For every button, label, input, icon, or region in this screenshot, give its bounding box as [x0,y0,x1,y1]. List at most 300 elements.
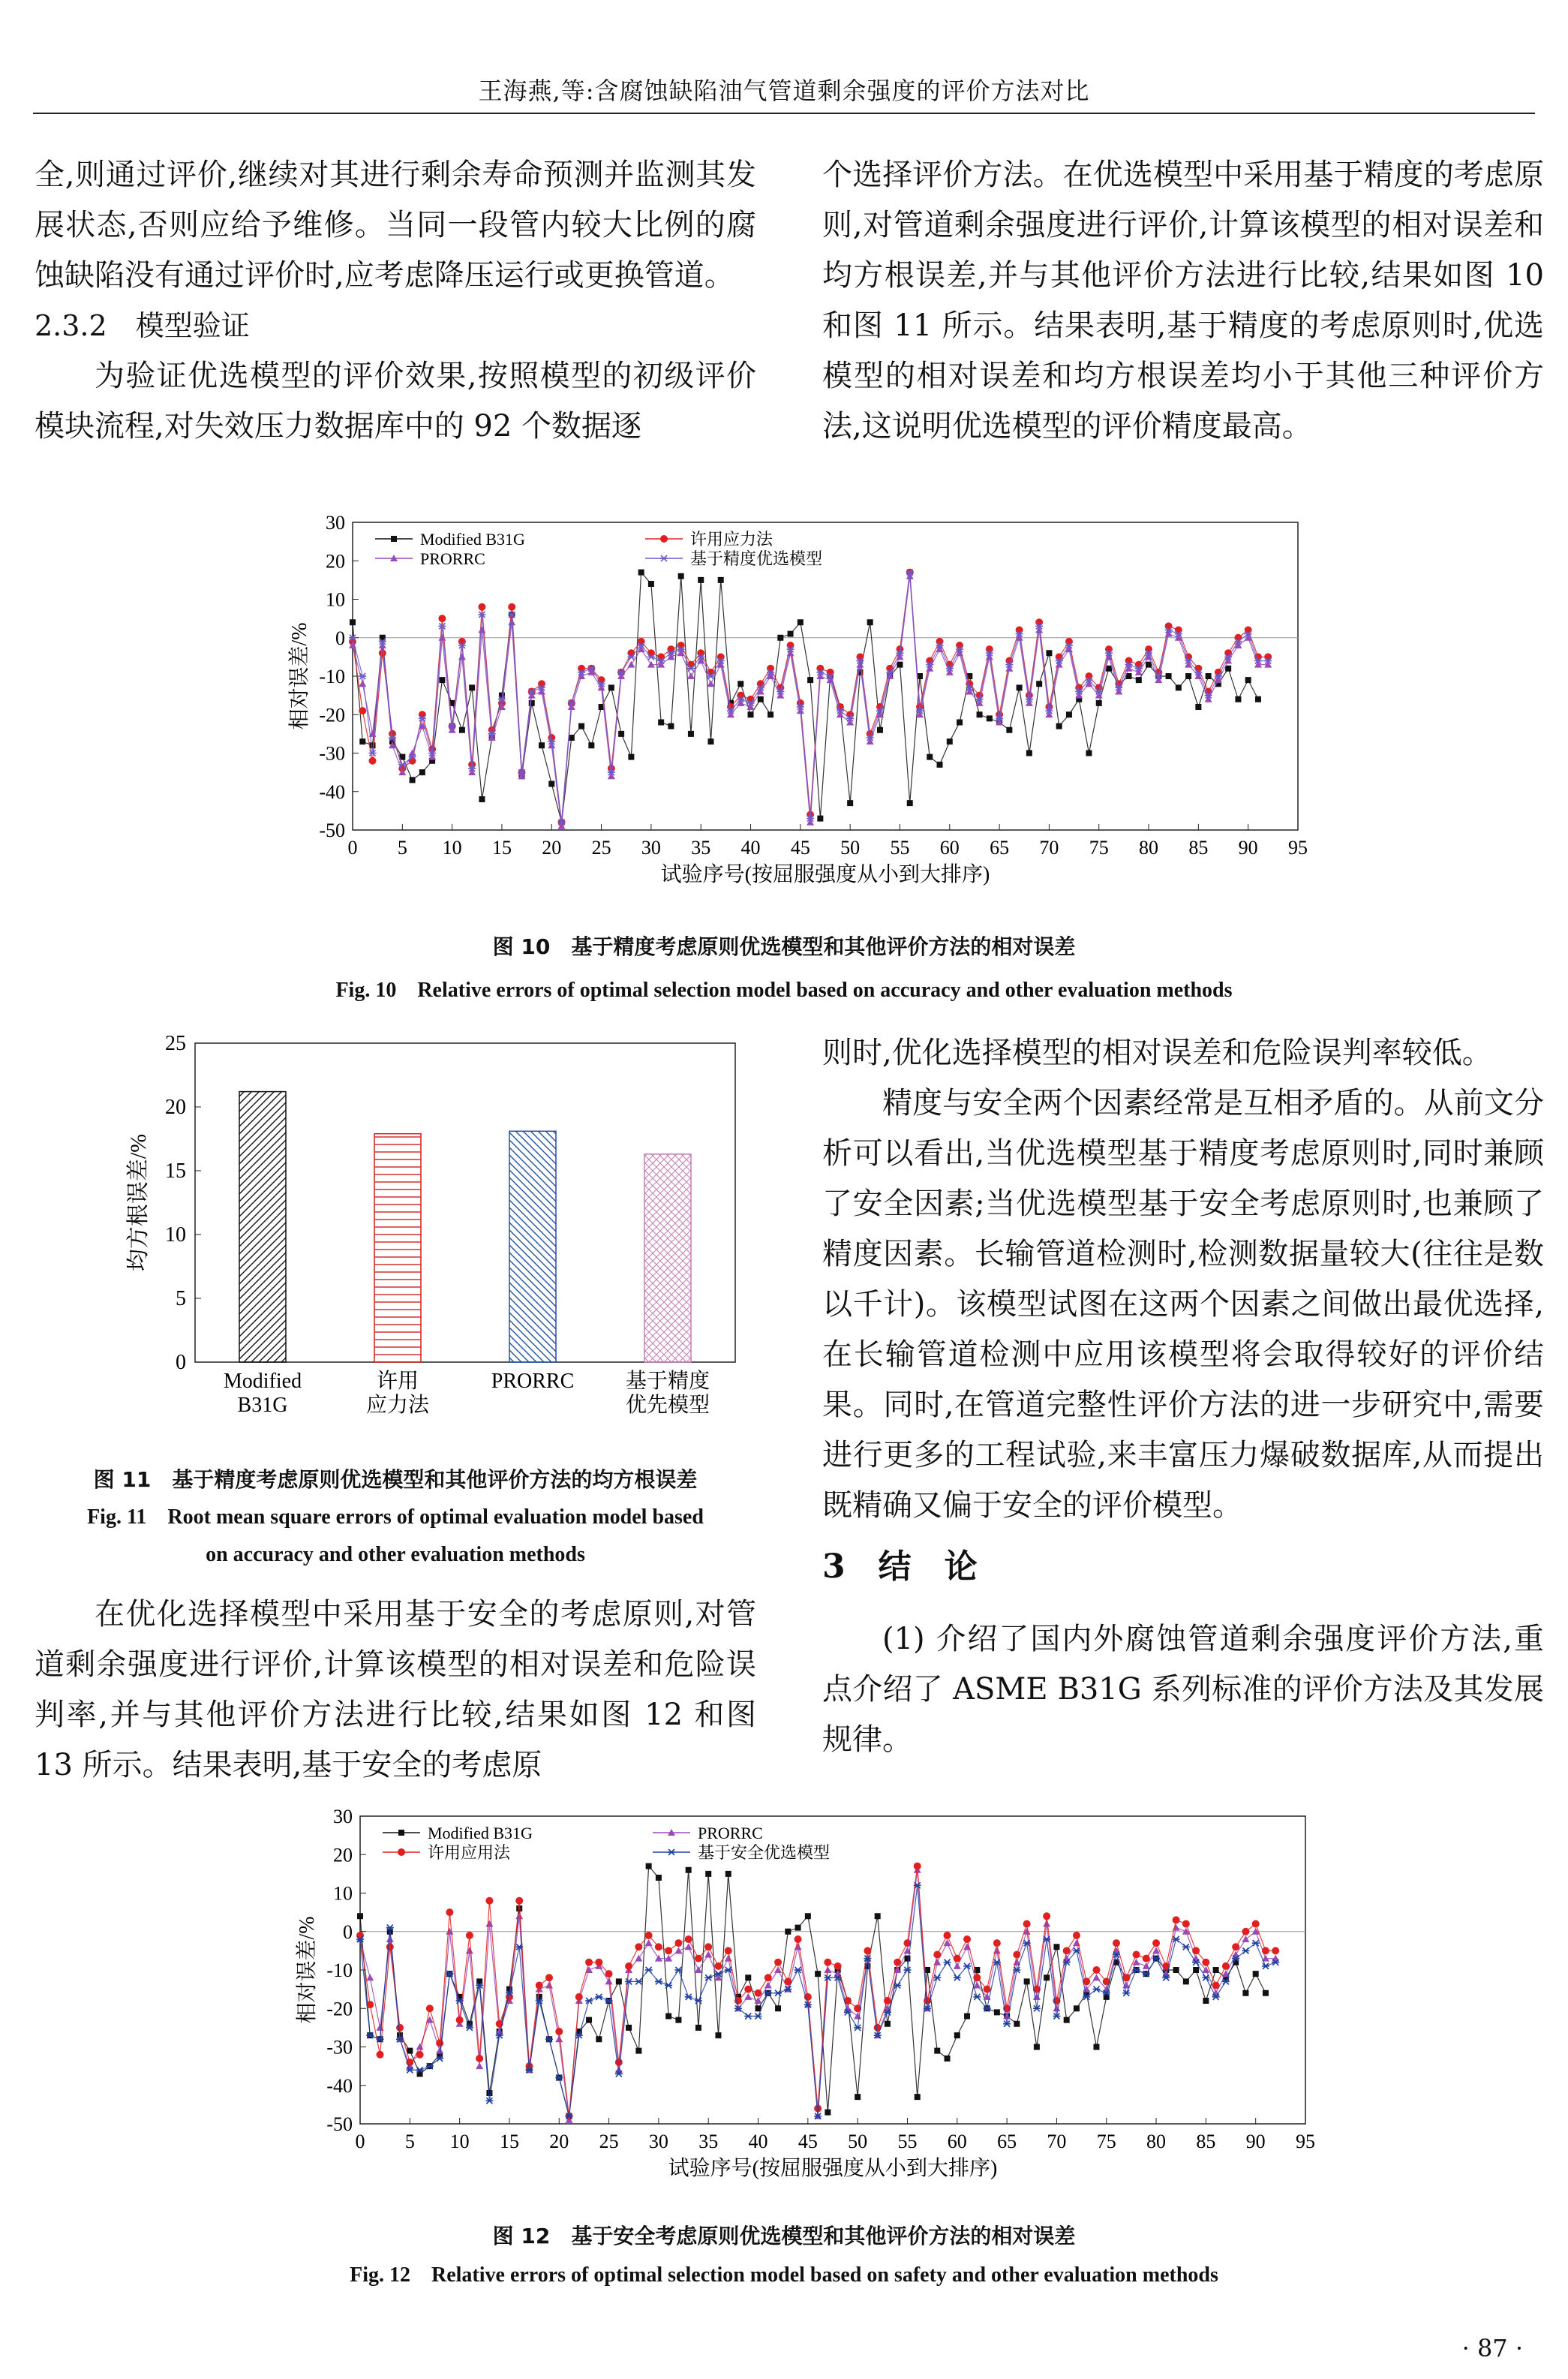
data-point [748,711,754,717]
category-label: B31G [237,1394,288,1417]
x-tick-label: 5 [397,837,407,859]
data-point [539,742,545,748]
data-point [977,711,983,717]
data-point [907,800,913,806]
page-number: · 87 · [1461,2334,1523,2362]
data-point [704,1974,712,1980]
legend-label: Modified B31G [428,1824,533,1842]
data-point [515,1897,523,1905]
data-point [707,680,714,687]
data-point [807,677,813,683]
series-0 [350,570,1261,826]
y-tick-label: 10 [165,1223,186,1247]
data-point [356,1932,364,1939]
data-point [468,768,476,775]
data-point [1026,699,1033,706]
data-point [458,638,466,645]
data-point [994,2009,1000,2015]
data-point [638,638,645,645]
x-tick-label: 50 [848,2131,868,2152]
data-point [774,1959,782,1966]
data-point [767,711,773,717]
x-tick-label: 95 [1288,837,1308,859]
data-point [538,680,545,687]
data-point [1252,1940,1260,1946]
data-point [674,1947,682,1953]
data-point [834,1962,842,1970]
x-tick-label: 65 [997,2131,1017,2152]
data-point [864,1947,871,1954]
data-point [915,2094,921,2100]
x-tick-label: 35 [698,2131,719,2152]
y-tick-label: 20 [326,550,345,573]
x-tick-label: 45 [798,2131,818,2152]
data-point [1092,1974,1100,1980]
data-point [744,1993,752,2000]
data-point [1173,1967,1179,1973]
data-point [479,796,485,802]
data-point [993,1947,1001,1953]
data-point [1013,1951,1020,1959]
x-tick-label: 60 [947,2131,967,2152]
data-point [846,719,854,726]
data-point [1203,1998,1209,2004]
y-tick-label: 30 [326,512,345,534]
data-point [695,1966,702,1973]
data-point [764,1982,772,1989]
paragraph: 精度与安全两个因素经常是互相矛盾的。从前文分析可以看出,当优选模型基于精度考虑原则时,同时兼顾了安全因素;当优选模型基于安全考虑原则时,也兼顾了精度因素。长输管道检测时,检测数据量较大(往往是数以千计)。该模型试图在这两个因素之间做出最优选择,在长输管道检测中应用该模型将会取得较好的评价结果。同时,在管道完整性评价方法的进一步研究中,需要进行更多的工程试验,来丰富压力爆破数据库,从而提出既精确又偏于安全的评价模型。 [822,1086,1544,1523]
y-tick-label: -50 [326,2113,353,2135]
data-point [758,696,764,702]
data-point [745,1974,751,1980]
data-point [458,653,466,660]
data-point [1252,1920,1260,1928]
header-rule [33,113,1535,114]
legend-item [375,549,485,568]
legend-label: PRORRC [420,549,485,568]
x-tick-label: 25 [591,837,611,859]
data-point [1234,634,1242,642]
data-point [894,1983,901,1989]
legend-label: 基于安全优选模型 [698,1843,831,1862]
x-tick-label: 70 [1039,837,1059,859]
data-point [1135,669,1143,675]
data-point [386,1935,394,1942]
data-point [1192,1947,1200,1954]
data-point [1065,638,1073,645]
data-point [714,1962,722,1970]
data-point [536,1982,543,1990]
data-point [1046,650,1052,656]
paragraph: (1) 介绍了国内外腐蚀管道剩余强度评价方法,重点介绍了 ASME B31G 系列标准的评价方法及其发展规律。 [822,1622,1544,1757]
y-tick-label: 20 [333,1844,353,1866]
data-point [855,2094,861,2100]
y-tick-label: -20 [319,704,345,726]
category-label: PRORRC [491,1370,575,1393]
series-3 [349,570,1272,826]
data-point [1074,2005,1080,2011]
data-point [416,2051,424,2059]
data-point [1073,1939,1080,1946]
data-point [595,1959,602,1966]
data-point [555,2028,563,2035]
figure-11-caption-cn: 图 11 基于精度考虑原则优选模型和其他评价方法的均方根误差 [93,1467,698,1492]
data-point [398,1848,405,1856]
series-line [360,1866,1275,2116]
legend-label: 基于精度优选模型 [690,549,823,568]
data-point [957,720,963,726]
data-point [605,1970,613,1977]
data-point [459,727,465,733]
y-tick-label: -30 [319,742,345,765]
data-point [1242,1947,1249,1953]
data-point [608,772,615,779]
data-point [707,738,713,744]
data-point [486,2090,492,2096]
legend-item [645,549,822,568]
data-point [1113,1939,1120,1947]
data-point [937,762,943,768]
data-point [1195,704,1201,710]
data-point [469,684,475,690]
data-point [718,577,724,583]
data-point [1255,696,1261,702]
data-point [785,1929,791,1935]
data-point [655,1978,662,1984]
running-header: 王海燕,等:含腐蚀缺陷油气管道剩余强度的评价方法对比 [478,77,1090,105]
figure-12-caption-cn: 图 12 基于安全考虑原则优选模型和其他评价方法的相对误差 [492,2224,1076,2248]
data-point [548,781,554,787]
data-point [1152,1939,1160,1947]
data-point [737,681,743,687]
data-point [816,665,824,672]
data-point [1182,1944,1190,1950]
data-point [660,535,668,543]
paragraph: 则时,优化选择模型的相对误差和危险误判率较低。 [822,1036,1492,1070]
data-point [685,1994,692,2000]
x-tick-label: 5 [404,2131,415,2152]
data-point [1232,1943,1239,1950]
data-point [1026,750,1032,756]
data-point [396,2024,404,2032]
data-point [933,1974,941,1980]
data-point [616,1978,622,1984]
data-point [359,738,365,744]
data-point [973,1974,981,1981]
data-point [1122,1974,1130,1981]
data-point [867,619,873,625]
data-point [894,1959,901,1966]
data-point [1205,696,1212,702]
data-point [466,1932,473,1939]
data-point [1085,672,1092,680]
data-point [1176,684,1182,690]
category-label: 应力法 [365,1394,430,1417]
data-point [927,754,933,760]
subsection-heading: 2.3.2 模型验证 [35,309,250,342]
data-point [1242,1990,1248,1996]
x-tick-label: 15 [499,2131,519,2152]
data-point [847,800,853,806]
data-point [660,555,668,561]
data-point [1202,1974,1209,1980]
data-point [627,661,635,668]
data-point [1206,673,1212,679]
data-point [993,1939,1001,1947]
data-point [370,742,376,748]
data-point [428,753,436,760]
data-point [407,2048,413,2054]
y-tick-label: 0 [335,627,345,649]
data-point [645,1967,653,1973]
legend-item [375,530,525,549]
x-tick-label: 25 [599,2131,619,2152]
data-point [984,1986,991,1993]
x-tick-label: 20 [542,837,562,859]
y-tick-label: -10 [319,666,345,687]
data-point [668,1849,675,1855]
legend-label: PRORRC [698,1824,763,1842]
series-3 [356,1882,1279,2119]
data-point [776,692,784,699]
data-point [795,1935,802,1943]
x-tick-label: 10 [449,2131,470,2152]
x-tick-label: 75 [1089,837,1109,859]
data-point [555,2035,563,2042]
data-point [837,711,844,717]
left-column-top [35,150,756,452]
data-point [1092,1966,1100,1974]
data-point [1096,700,1102,706]
data-point [665,1947,672,1954]
figure-10-caption-cn: 图 10 基于精度考虑原则优选模型和其他评价方法的相对误差 [492,934,1076,959]
data-point [854,2013,861,2020]
data-point [1053,2005,1060,2011]
data-point [398,1830,404,1836]
paragraph: 在优化选择模型中采用基于安全的考虑原则,对管道剩余强度进行评价,计算该模型的相对误差和危险误判率,并与其他评价方法进行比较,结果如图 12 和图 13 所示。结果表明,基于安全的考虑原 [35,1597,756,1782]
data-point [795,1967,802,1973]
data-point [875,1913,881,1919]
data-point [675,2017,681,2023]
data-point [545,1974,553,1981]
data-point [1173,1936,1180,1942]
data-point [1043,1920,1050,1927]
x-tick-label: 85 [1188,837,1209,859]
x-tick-label: 85 [1196,2131,1216,2152]
data-point [359,680,366,687]
data-point [635,1978,642,1984]
y-tick-label: -20 [326,1998,353,2020]
data-point [725,1871,731,1877]
data-point [456,2017,464,2024]
data-point [815,1971,821,1977]
data-point [1092,1987,1100,1993]
data-point [369,757,377,765]
data-point [1014,2021,1020,2027]
data-point [379,649,386,657]
data-point [1036,681,1042,687]
y-tick-label: 10 [333,1882,353,1905]
data-point [973,1994,981,2000]
data-point [946,669,954,675]
data-point [674,1967,682,1973]
data-point [963,1935,971,1943]
data-point [410,777,416,783]
series-1 [356,1866,1279,2123]
x-tick-label: 0 [355,2131,365,2152]
x-tick-label: 75 [1096,2131,1116,2152]
data-point [698,577,704,583]
data-point [618,731,624,737]
data-point [667,653,674,660]
data-point [476,2062,483,2069]
series-2 [356,1863,1279,2120]
data-point [725,1947,732,1954]
x-tick-label: 65 [990,837,1010,859]
data-point [478,603,485,611]
data-point [1066,711,1072,717]
data-point [665,1983,672,1989]
figure-12-caption-en: Fig. 12 Relative errors of optimal selection model based on safety and other evaluation methods [350,2263,1218,2287]
paragraph: 个选择评价方法。在优选模型中采用基于精度的考虑原则,对管道剩余强度进行评价,计算该模型的相对误差和均方根误差,并与其他评价方法进行比较,结果如图 10 和图 11 所示。结果表明,基于精度的考虑原则时,优选模型的相对误差和均方根误差均小于其他三种评价方法,这说明优选模型的评价精度最高。 [822,158,1544,444]
data-point [1044,1974,1050,1980]
bar [644,1154,691,1362]
data-point [674,1939,682,1947]
data-point [366,1974,374,1980]
data-point [1143,1962,1150,1969]
data-point [678,573,684,579]
data-point [787,642,795,649]
data-point [954,2032,960,2038]
right-column-middle [822,1028,1544,1765]
data-point [419,769,425,775]
data-point [350,619,356,625]
bar [509,1131,556,1362]
x-tick-label: 10 [442,837,462,859]
data-point [1245,627,1252,634]
data-point [476,2055,483,2062]
data-point [987,715,993,721]
data-point [695,2025,701,2031]
data-point [585,1959,593,1966]
data-point [1242,1935,1249,1942]
x-tick-label: 45 [790,837,810,859]
data-point [1263,1990,1269,1996]
right-column-top [822,150,1544,452]
data-point [1006,727,1012,733]
data-point [446,1908,453,1916]
x-tick-label: 80 [1146,2131,1167,2152]
data-point [933,1959,941,1965]
data-point [677,642,685,649]
x-tick-label: 15 [491,837,512,859]
data-point [638,570,644,576]
data-point [877,727,883,733]
data-point [884,1997,891,2005]
data-point [954,1974,961,1980]
data-point [626,2025,632,2031]
data-point [1235,696,1241,702]
data-point [945,2056,951,2062]
figure-12-chart [278,1801,1328,2206]
x-tick-label: 20 [549,2131,569,2152]
paragraph: 为验证优选模型的评价效果,按照模型的初级评价模块流程,对失效压力数据库中的 92 个数据逐 [35,359,756,444]
data-point [947,738,953,744]
legend-label: 许用应力法 [690,530,773,549]
data-point [545,1982,553,1989]
data-point [805,1913,811,1919]
data-point [466,1947,473,1953]
data-point [478,627,485,633]
data-point [625,1962,632,1970]
data-point [1064,2017,1070,2023]
data-point [1183,1978,1189,1984]
data-point [656,1875,662,1881]
data-point [695,1998,702,2004]
legend-item [383,1824,533,1842]
data-point [1016,627,1023,634]
data-point [964,2014,970,2020]
y-tick-label: 0 [176,1351,186,1374]
data-point [1264,653,1272,660]
y-tick-label: 25 [165,1032,186,1055]
data-point [1056,723,1062,729]
data-point [1045,711,1053,717]
series-0 [357,1863,1269,2119]
data-point [436,2047,443,2054]
x-tick-label: 50 [840,837,861,859]
data-point [904,1956,910,1962]
data-point [1245,677,1251,683]
x-axis-label: 试验序号(按屈服强度从小到大排序) [668,2157,998,2180]
data-point [647,649,655,657]
x-tick-label: 30 [648,2131,668,2152]
data-point [944,1959,951,1965]
data-point [687,661,695,669]
data-point [668,723,674,729]
data-point [956,642,963,649]
data-point [1122,1990,1130,1996]
data-point [954,1955,961,1962]
data-point [1145,645,1152,653]
data-point [774,1990,782,1996]
data-point [775,2005,781,2011]
data-point [665,2014,671,2020]
y-tick-label: -50 [319,820,345,841]
data-point [391,536,397,542]
y-tick-label: -40 [319,780,345,803]
data-point [697,649,704,657]
bar [239,1092,286,1362]
data-point [377,2051,384,2059]
data-point [585,1998,593,2004]
data-point [856,653,864,660]
data-point [764,1974,772,1981]
data-point [646,1863,652,1869]
x-tick-label: 35 [691,837,711,859]
data-point [725,1967,732,1973]
data-point [655,1943,662,1950]
data-point [1024,1978,1030,1984]
legend-label: Modified B31G [420,530,525,549]
data-point [1262,1963,1269,1969]
y-tick-label: -40 [326,2074,353,2097]
data-point [963,1963,971,1969]
legend-item [653,1824,763,1842]
x-tick-label: 80 [1139,837,1159,859]
data-point [586,2017,592,2023]
data-point [648,581,654,587]
